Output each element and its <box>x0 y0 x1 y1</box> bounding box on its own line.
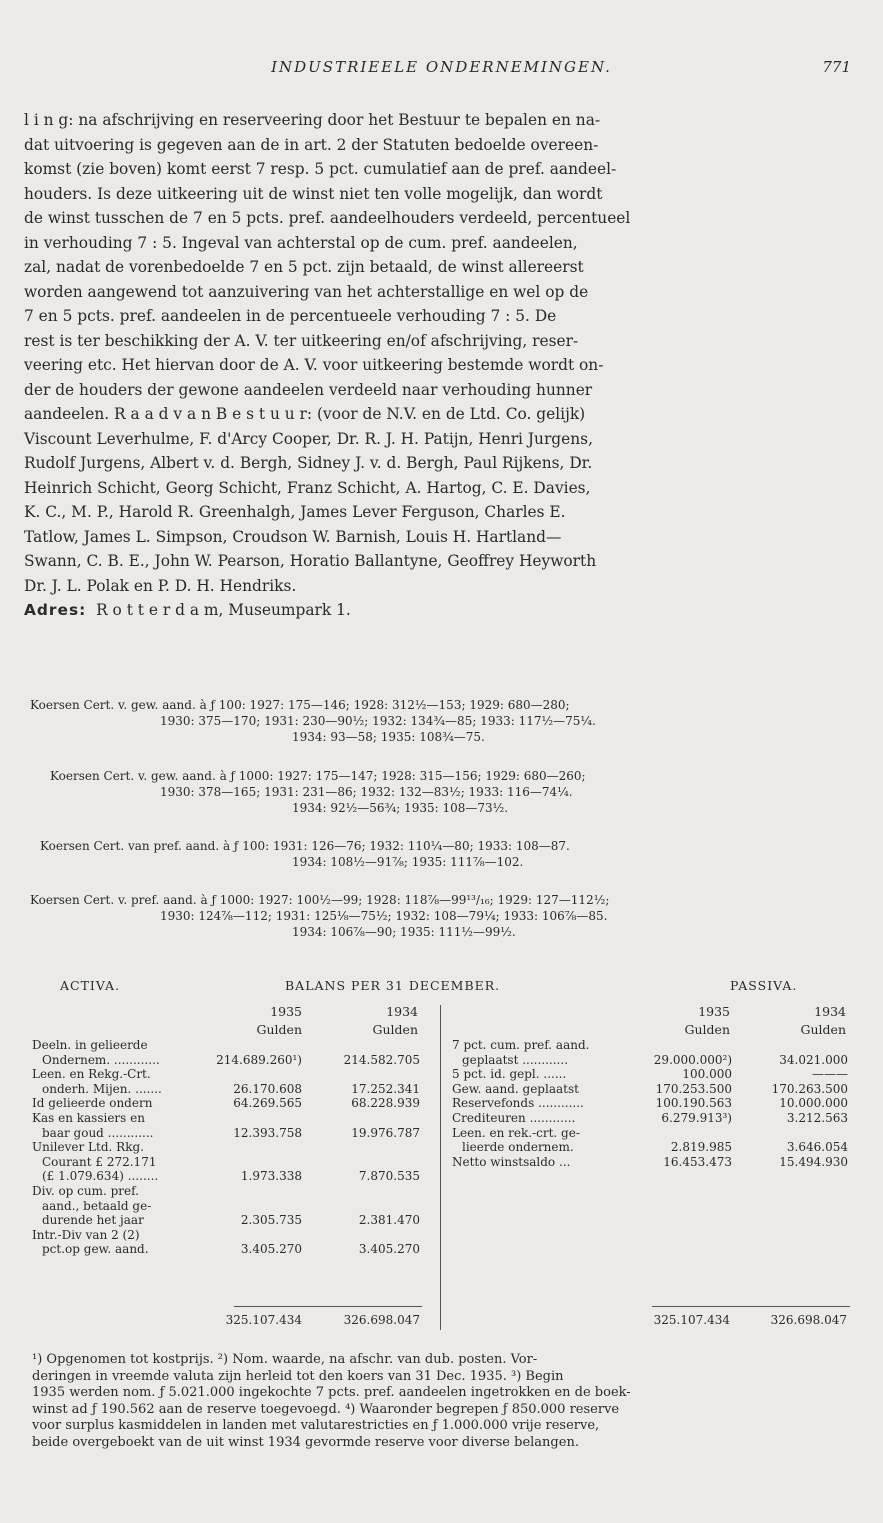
koersen-line: 1930: 375—170; 1931: 230—90½; 1932: 134¾—85; 1933: 117½—75¼. <box>160 714 596 728</box>
row-value-1935: 6.279.913³) <box>661 1111 732 1125</box>
row-value-1935: 64.269.565 <box>233 1096 302 1111</box>
body-line: K. C., M. P., Harold R. Greenhalgh, James Lever Ferguson, Charles E. <box>24 503 566 521</box>
row-label: Netto winstsaldo ... <box>452 1154 571 1169</box>
footnote-line: deringen in vreemde valuta zijn herleid tot den koers van 31 Dec. 1935. ³) Begin <box>32 1368 564 1384</box>
row-value-1934: 17.252.341 <box>351 1081 420 1096</box>
koersen-block-2 <box>30 768 860 816</box>
year-label: 1934 <box>386 1004 418 1019</box>
koersen-line: Koersen Cert. v. gew. aand. à ƒ 1000: 1927: 175—147; 1928: 315—156; 1929: 680—260; <box>50 769 586 783</box>
activa-label: ACTIVA. <box>60 978 121 993</box>
row-value-1934: 10.000.000 <box>779 1096 848 1111</box>
body-line: houders. Is deze uitkeering uit de winst niet ten volle mogelijk, dan wordt <box>24 184 603 203</box>
koersen-line: 1930: 124⅞—112; 1931: 125⅛—75½; 1932: 108—79¼; 1933: 106⅞—85. <box>160 909 608 923</box>
body-line: Rudolf Jurgens, Albert v. d. Bergh, Sidney J. v. d. Bergh, Paul Rijkens, Dr. <box>24 454 593 472</box>
row-value-1935: 2.305.735 <box>240 1213 302 1228</box>
row-value-1935: 170.253.500 <box>655 1081 732 1096</box>
row-value-1935: 16.453.473 <box>663 1154 732 1169</box>
row-label: lieerde ondernem. <box>462 1140 574 1155</box>
body-line: Tatlow, James L. Simpson, Croudson W. Barnish, Louis H. Hartland— <box>24 527 562 546</box>
body-line: zal, nadat de vorenbedoelde 7 en 5 pct. zijn betaald, de winst allereerst <box>24 258 584 276</box>
row-label: Leen. en Rekg.-Crt. <box>32 1067 151 1082</box>
year-label: 1934 <box>814 1004 846 1019</box>
footnote-line: ¹) Opgenomen tot kostprijs. ²) Nom. waarde, na afschr. van dub. posten. Vor- <box>32 1352 538 1367</box>
footnote-line: voor surplus kasmiddelen in landen met valutarestricties en ƒ 1.000.000 vrije reserve, <box>32 1418 600 1433</box>
row-value-1934: 7.870.535 <box>358 1169 420 1184</box>
koersen-line: 1930: 378—165; 1931: 231—86; 1932: 132—83½; 1933: 116—74¼. <box>160 785 573 799</box>
row-value-1934: 19.976.787 <box>351 1125 420 1140</box>
row-value-1934: 34.021.000 <box>779 1052 848 1067</box>
adres-line <box>24 598 852 623</box>
body-paragraph <box>24 108 852 623</box>
koersen-block-3 <box>30 838 860 870</box>
koersen-line: 1934: 93—58; 1935: 108¾—75. <box>292 730 485 744</box>
row-value-1935: 214.689.260¹) <box>216 1052 302 1067</box>
row-label: Unilever Ltd. Rkg. <box>32 1140 144 1155</box>
row-value-1934: 3.212.563 <box>786 1111 848 1125</box>
page-number: 771 <box>822 58 851 76</box>
activa-total-1935: 325.107.434 <box>225 1313 302 1327</box>
row-value-1934: 3.405.270 <box>358 1242 420 1257</box>
passiva-total-rule <box>652 1306 850 1307</box>
column-divider <box>440 1005 441 1330</box>
row-label: Div. op cum. pref. <box>32 1184 139 1198</box>
row-value-1934: 3.646.054 <box>786 1140 848 1155</box>
koersen-line: 1934: 106⅞—90; 1935: 111½—99½. <box>292 925 516 939</box>
row-label: durende het jaar <box>42 1213 144 1228</box>
row-value-1935: 3.405.270 <box>240 1242 302 1257</box>
footnote-line: 1935 werden nom. ƒ 5.021.000 ingekochte 7 pcts. pref. aandeelen ingetrokken en de boek- <box>32 1385 631 1400</box>
passiva-col-1935 <box>655 1003 730 1039</box>
passiva-total-1935: 325.107.434 <box>653 1313 730 1327</box>
row-label: (£ 1.079.634) ........ <box>42 1169 159 1184</box>
body-line: aandeelen. R a a d v a n B e s t u u r: (voor de N.V. en de Ltd. Co. gelijk) <box>24 405 586 423</box>
footnote-line: winst ad ƒ 190.562 aan de reserve toegevoegd. ⁴) Waaronder begrepen ƒ 850.000 reserve <box>32 1401 620 1417</box>
row-label: 5 pct. id. gepl. ...... <box>452 1067 567 1082</box>
body-line: dat uitvoering is gegeven aan de in art. 2 der Statuten bedoelde overeen- <box>24 135 599 154</box>
body-line: Swann, C. B. E., John W. Pearson, Horatio Ballantyne, Geoffrey Heyworth <box>24 552 597 570</box>
unit-label: Gulden <box>372 1022 418 1037</box>
footnote-line: beide overgeboekt van de uit winst 1934 gevormde reserve voor diverse belangen. <box>32 1434 579 1450</box>
adres-value: R o t t e r d a m, Museumpark 1. <box>96 601 351 619</box>
row-label: pct.op gew. aand. <box>42 1242 149 1257</box>
row-value-1935: 100.190.563 <box>655 1096 732 1111</box>
koersen-line: 1934: 92½—56¾; 1935: 108—73½. <box>292 801 509 815</box>
koersen-line: 1934: 108½—91⅞; 1935: 111⅞—102. <box>292 855 524 869</box>
footnotes <box>32 1352 854 1451</box>
row-label: geplaatst ............ <box>462 1052 569 1067</box>
row-value-1935: 26.170.608 <box>233 1081 302 1096</box>
passiva-col-1934 <box>768 1003 846 1039</box>
body-line: in verhouding 7 : 5. Ingeval van achterstal op de cum. pref. aandeelen, <box>24 233 578 252</box>
body-line: 7 en 5 pcts. pref. aandeelen in de percentueele verhouding 7 : 5. De <box>24 307 557 325</box>
row-value-1935: 12.393.758 <box>233 1125 302 1140</box>
koersen-line: Koersen Cert. v. gew. aand. à ƒ 100: 1927: 175—146; 1928: 312½—153; 1929: 680—280; <box>30 698 570 712</box>
row-label: Intr.-Div van 2 (2) <box>32 1227 140 1242</box>
row-value-1935: 1.973.338 <box>240 1169 302 1184</box>
adres-label: Adres: <box>24 601 87 619</box>
activa-total-1934: 326.698.047 <box>343 1313 420 1327</box>
unit-label: Gulden <box>256 1022 302 1037</box>
body-line: de winst tusschen de 7 en 5 pcts. pref. aandeelhouders verdeeld, percentueel <box>24 209 631 227</box>
activa-total-rule <box>234 1306 422 1307</box>
koersen-line: Koersen Cert. van pref. aand. à ƒ 100: 1931: 126—76; 1932: 110¼—80; 1933: 108—87. <box>40 839 570 853</box>
koersen-block-1 <box>30 697 860 745</box>
row-label: Ondernem. ............ <box>42 1052 160 1067</box>
passiva-total-1934: 326.698.047 <box>770 1313 847 1327</box>
row-value-1934: 68.228.939 <box>351 1096 420 1111</box>
body-line: der de houders der gewone aandeelen verdeeld naar verhouding hunner <box>24 380 593 399</box>
running-header-title: INDUSTRIEELE ONDERNEMINGEN. <box>271 58 612 76</box>
balance-title: BALANS PER 31 DECEMBER. <box>285 978 501 993</box>
row-label: Reservefonds ............ <box>452 1096 584 1111</box>
unit-label: Gulden <box>684 1022 730 1037</box>
row-value-1934: 170.263.500 <box>771 1081 848 1096</box>
unit-label: Gulden <box>800 1022 846 1037</box>
row-label: Gew. aand. geplaatst <box>452 1081 579 1096</box>
row-label: Leen. en rek.-crt. ge- <box>452 1125 580 1140</box>
koersen-line: Koersen Cert. v. pref. aand. à ƒ 1000: 1927: 100½—99; 1928: 118⅞—99¹³/₁₆; 1929: 127—112½; <box>30 893 610 907</box>
row-value-1935: 29.000.000²) <box>653 1052 732 1067</box>
row-label: Deeln. in gelieerde <box>32 1038 148 1052</box>
body-line: l i n g: na afschrijving en reserveering door het Bestuur te bepalen en na- <box>24 111 601 129</box>
year-label: 1935 <box>270 1004 302 1019</box>
row-label: 7 pct. cum. pref. aand. <box>452 1038 590 1052</box>
body-line: rest is ter beschikking der A. V. ter uitkeering en/of afschrijving, reser- <box>24 331 579 350</box>
row-value-1934: 15.494.930 <box>779 1154 848 1169</box>
row-label: Id gelieerde ondern <box>32 1096 153 1111</box>
body-line: komst (zie boven) komt eerst 7 resp. 5 pct. cumulatief aan de pref. aandeel- <box>24 160 617 178</box>
row-label: Courant £ 272.171 <box>42 1154 157 1169</box>
row-value-1935: 100.000 <box>682 1067 732 1082</box>
activa-col-1934 <box>340 1003 418 1039</box>
koersen-block-4 <box>30 892 860 940</box>
body-line: worden aangewend tot aanzuivering van het achterstallige en wel op de <box>24 282 589 301</box>
activa-col-1935 <box>230 1003 302 1039</box>
row-label: aand., betaald ge- <box>42 1198 152 1213</box>
row-label: Kas en kassiers en <box>32 1111 145 1125</box>
body-line: Viscount Leverhulme, F. d'Arcy Cooper, Dr. R. J. H. Patijn, Henri Jurgens, <box>24 429 593 448</box>
body-line: Heinrich Schicht, Georg Schicht, Franz Schicht, A. Hartog, C. E. Davies, <box>24 478 591 497</box>
row-label: Crediteuren ............ <box>452 1111 576 1125</box>
year-label: 1935 <box>698 1004 730 1019</box>
passiva-label: PASSIVA. <box>730 978 798 993</box>
row-value-1934: 2.381.470 <box>358 1213 420 1228</box>
row-label: onderh. Mijen. ....... <box>42 1081 162 1096</box>
row-value-1934: ——— <box>812 1067 848 1082</box>
body-line: Dr. J. L. Polak en P. D. H. Hendriks. <box>24 576 297 595</box>
row-label: baar goud ............ <box>42 1125 154 1140</box>
row-value-1934: 214.582.705 <box>343 1052 420 1067</box>
body-line: veering etc. Het hiervan door de A. V. voor uitkeering bestemde wordt on- <box>24 356 604 374</box>
row-value-1935: 2.819.985 <box>670 1140 732 1155</box>
